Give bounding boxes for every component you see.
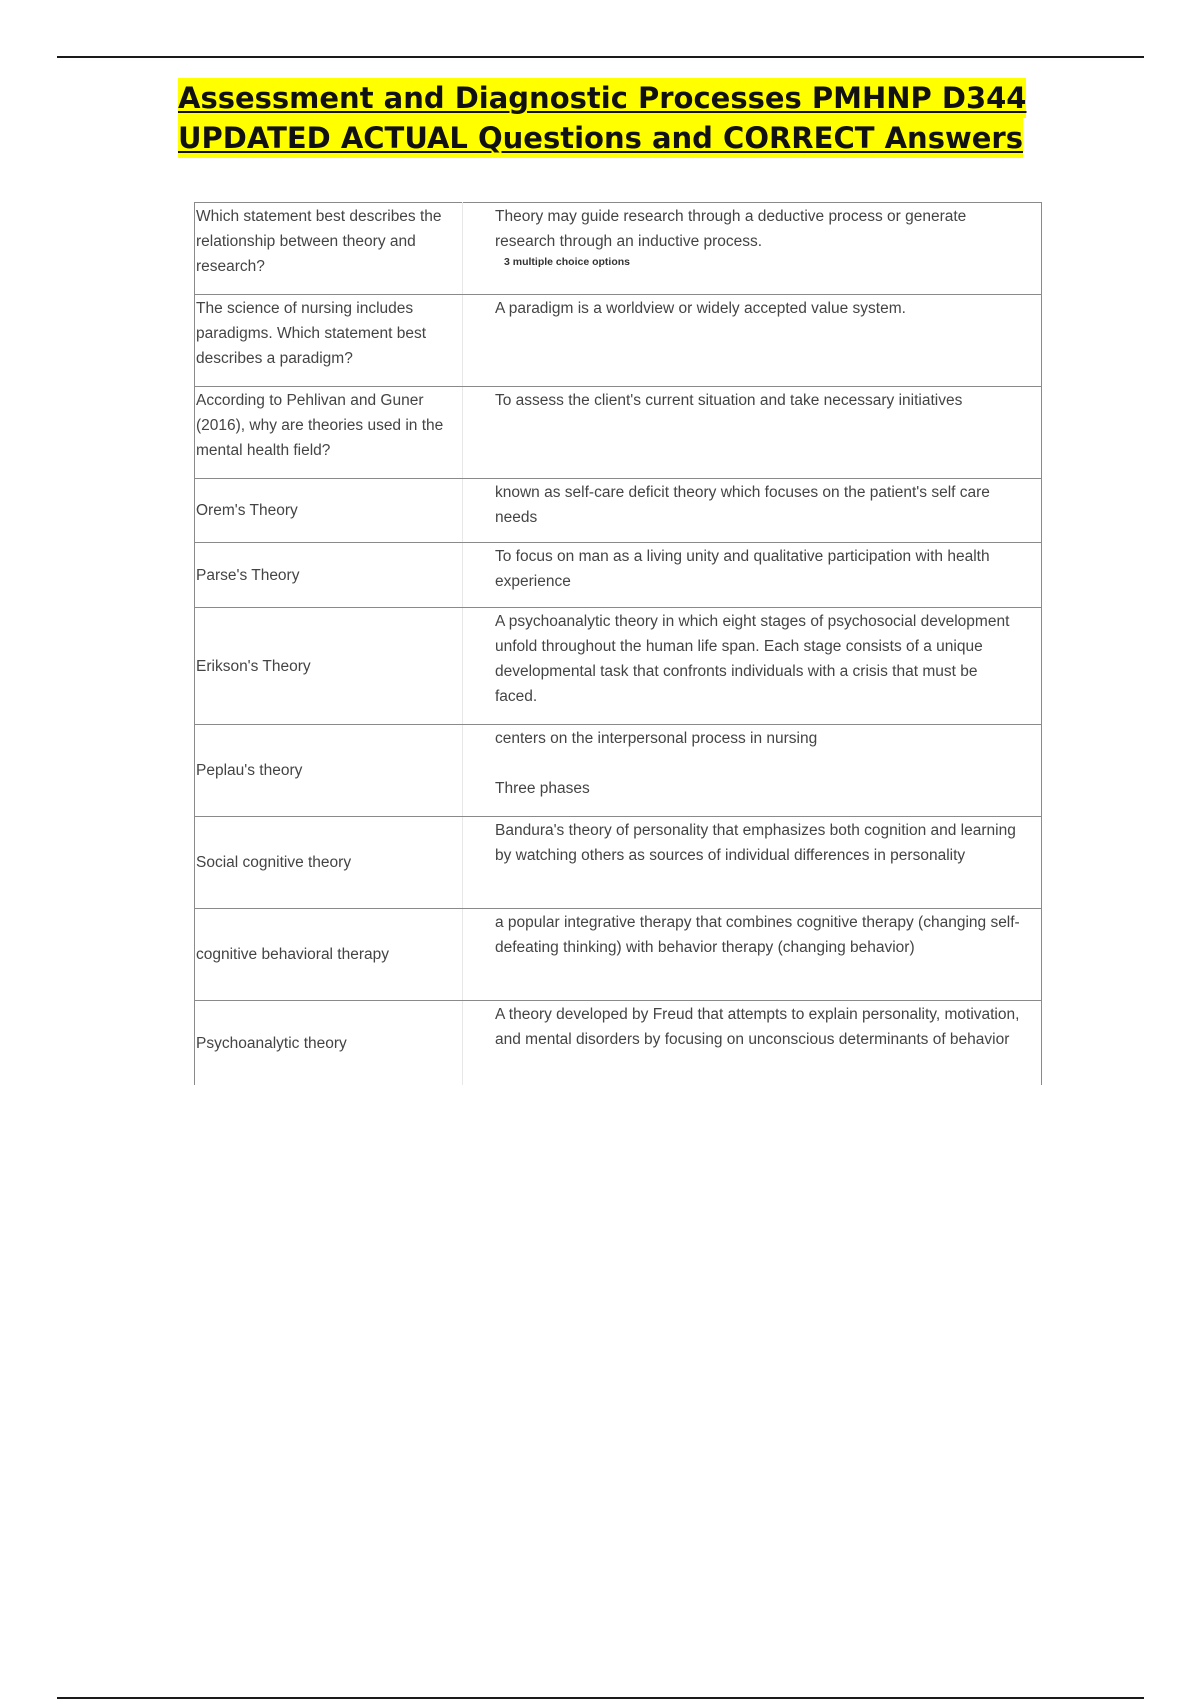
answer-note: 3 multiple choice options [504, 256, 631, 268]
question-cell: Erikson's Theory [195, 608, 463, 725]
table-row [195, 479, 1042, 543]
answer-cell: A psychoanalytic theory in which eight stages of psychosocial development unfold throughout the human life span. Each stage consists of a unique developmental task that confronts individuals with a crisis that must be faced. [463, 608, 1042, 725]
table-row [195, 387, 1042, 479]
table-row [195, 543, 1042, 608]
answer-extra: Three phases [495, 780, 590, 797]
question-cell: Peplau's theory [195, 725, 463, 817]
answer-cell [463, 203, 1042, 295]
question-cell: Parse's Theory [195, 543, 463, 608]
title-line-2: UPDATED ACTUAL Questions and CORRECT Answers [178, 118, 1023, 158]
question-cell: Psychoanalytic theory [195, 1001, 463, 1086]
question-cell: Social cognitive theory [195, 817, 463, 909]
answer-cell: known as self-care deficit theory which focuses on the patient's self care needs [463, 479, 1042, 543]
question-cell: Orem's Theory [195, 479, 463, 543]
table-row [195, 295, 1042, 387]
answer-text: Theory may guide research through a deductive process or generate research through an inductive process. [495, 208, 967, 250]
answer-cell: To focus on man as a living unity and qualitative participation with health experience [463, 543, 1042, 608]
question-cell: The science of nursing includes paradigms. Which statement best describes a paradigm? [195, 295, 463, 387]
answer-cell: To assess the client's current situation and take necessary initiatives [463, 387, 1042, 479]
answer-cell [463, 725, 1042, 817]
title-line-1: Assessment and Diagnostic Processes PMHNP D344 [178, 78, 1026, 118]
table-row [195, 1001, 1042, 1086]
table-row [195, 203, 1042, 295]
answer-cell: a popular integrative therapy that combines cognitive therapy (changing self-defeating thinking) with behavior therapy (changing behavior) [463, 909, 1042, 1001]
table-row [195, 909, 1042, 1001]
document-title [178, 78, 1078, 158]
header-rule [57, 56, 1144, 58]
answer-cell: A theory developed by Freud that attempts to explain personality, motivation, and mental disorders by focusing on unconscious determinants of behavior [463, 1001, 1042, 1086]
qa-table [194, 202, 1042, 1085]
question-cell: cognitive behavioral therapy [195, 909, 463, 1001]
question-cell: Which statement best describes the relationship between theory and research? [195, 203, 463, 295]
table-row [195, 817, 1042, 909]
table-row [195, 725, 1042, 817]
answer-cell: A paradigm is a worldview or widely accepted value system. [463, 295, 1042, 387]
table-row [195, 608, 1042, 725]
answer-text: centers on the interpersonal process in nursing [495, 730, 818, 747]
answer-cell: Bandura's theory of personality that emphasizes both cognition and learning by watching others as sources of individual differences in personality [463, 817, 1042, 909]
question-cell: According to Pehlivan and Guner (2016), why are theories used in the mental health field? [195, 387, 463, 479]
spacer [495, 751, 1021, 776]
footer-rule [57, 1697, 1144, 1699]
